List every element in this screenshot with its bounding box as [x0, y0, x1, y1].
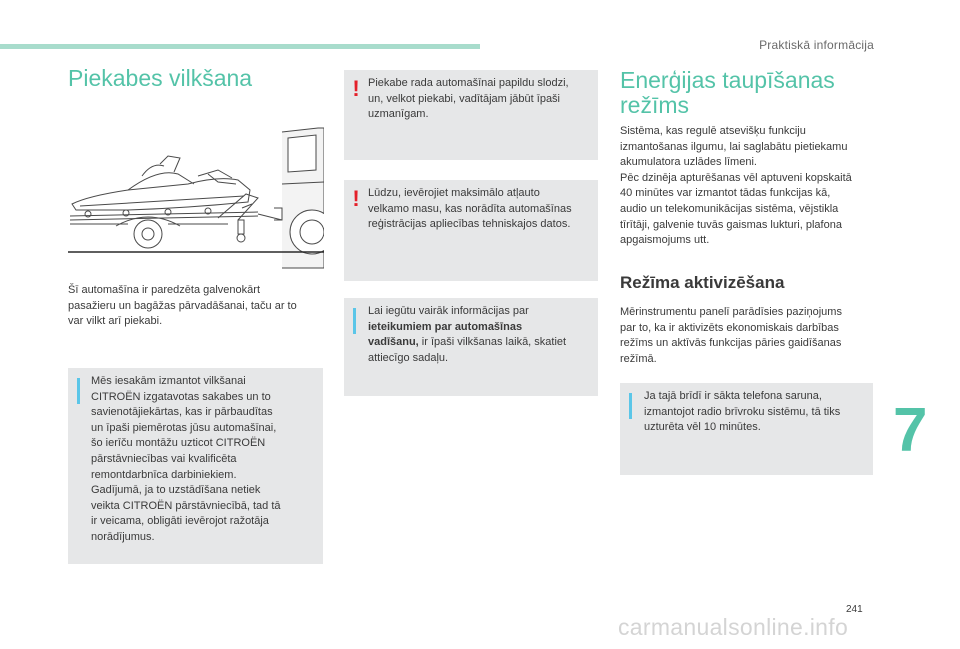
- watermark: carmanualsonline.info: [618, 614, 849, 640]
- section-title-energy-saving: Enerģijas taupīšanas režīms: [620, 67, 835, 118]
- info-note-text: Lai iegūtu vairāk informācijas par ieteikumiem par automašīnas vadīšanu, ir īpaši vilkšanas laikā, skatiet attiecīgo sadaļu.: [368, 305, 567, 364]
- subsection-title-activation: Režīma aktivizēšana: [620, 273, 785, 292]
- info-note-phone-call: [620, 383, 873, 475]
- section-header: Praktiskā informācija: [759, 38, 874, 52]
- warning-icon: !: [352, 76, 360, 101]
- towing-intro: Šī automašīna ir paredzēta galvenokārt pasažieru un bagāžas pārvadāšanai, taču ar to var vilkt arī piekabi.: [68, 284, 297, 328]
- warning-note-text: Piekabe rada automašīnai papildu slodzi, un, velkot piekabi, vadītājam jābūt īpaši uzmanīgam.: [368, 77, 569, 121]
- warning-icon: !: [352, 186, 360, 211]
- activation-description: Mērinstrumentu panelī parādīsies paziņojums par to, ka ir aktivizēts ekonomiskais darbības režīms un aktīvās funkcijas pāries gaidīšanas režīmā.: [620, 306, 842, 365]
- section-title-towing: Piekabes vilkšana: [68, 65, 253, 91]
- warning-note-mass: [344, 180, 598, 281]
- top-accent-bar: [0, 44, 480, 49]
- info-note-text: Ja tajā brīdī ir sākta telefona saruna, izmantojot radio brīvroku sistēmu, tā tiks uzturēta vēl 10 minūtes.: [644, 390, 841, 434]
- page-number: 241: [846, 604, 863, 615]
- info-note-text: Mēs iesakām izmantot vilkšanai CITROËN izgatavotas sakabes un to savienotājiekārtas, kas ir pārbaudītas un īpaši piemērotas jūsu automašīnai, šo ierīču montāžu uzticot CITROËN pārstāvniecības vai kvalificēta remontdarbnīca darbiniekiem. Gadījumā, ja to uzstādīšana netiek veikta CITROËN pārstāvniecībā, tad tā ir veicama, obligāti ievērojot ražotāja norādījumus.: [91, 375, 281, 543]
- info-icon: [629, 393, 632, 419]
- info-icon: [77, 378, 80, 404]
- chapter-number: 7: [893, 396, 928, 465]
- jetski-trailer-illustration: [68, 124, 324, 274]
- energy-saving-description: Sistēma, kas regulē atsevišķu funkciju izmantošanas ilgumu, lai saglabātu pietiekamu akumulatora uzlādes līmeni. Pēc dzinēja apturēšanas vēl aptuveni kopskaitā 40 minūtes var izmantot tādas funkcijas kā, audio un telekomunikācijas sistēma, vējstikla tīrītāji, galvenie tuvās gaismas lukturi, plafona apgaismojums utt.: [620, 125, 852, 247]
- info-note-driving: [344, 298, 598, 396]
- warning-note-text: Lūdzu, ievērojiet maksimālo atļauto velkamo masu, kas norādīta automašīnas reģistrācijas apliecības tehniskajos datos.: [368, 187, 572, 231]
- warning-note-load: [344, 70, 598, 160]
- info-icon: [353, 308, 356, 334]
- info-note-citroen: [68, 368, 323, 564]
